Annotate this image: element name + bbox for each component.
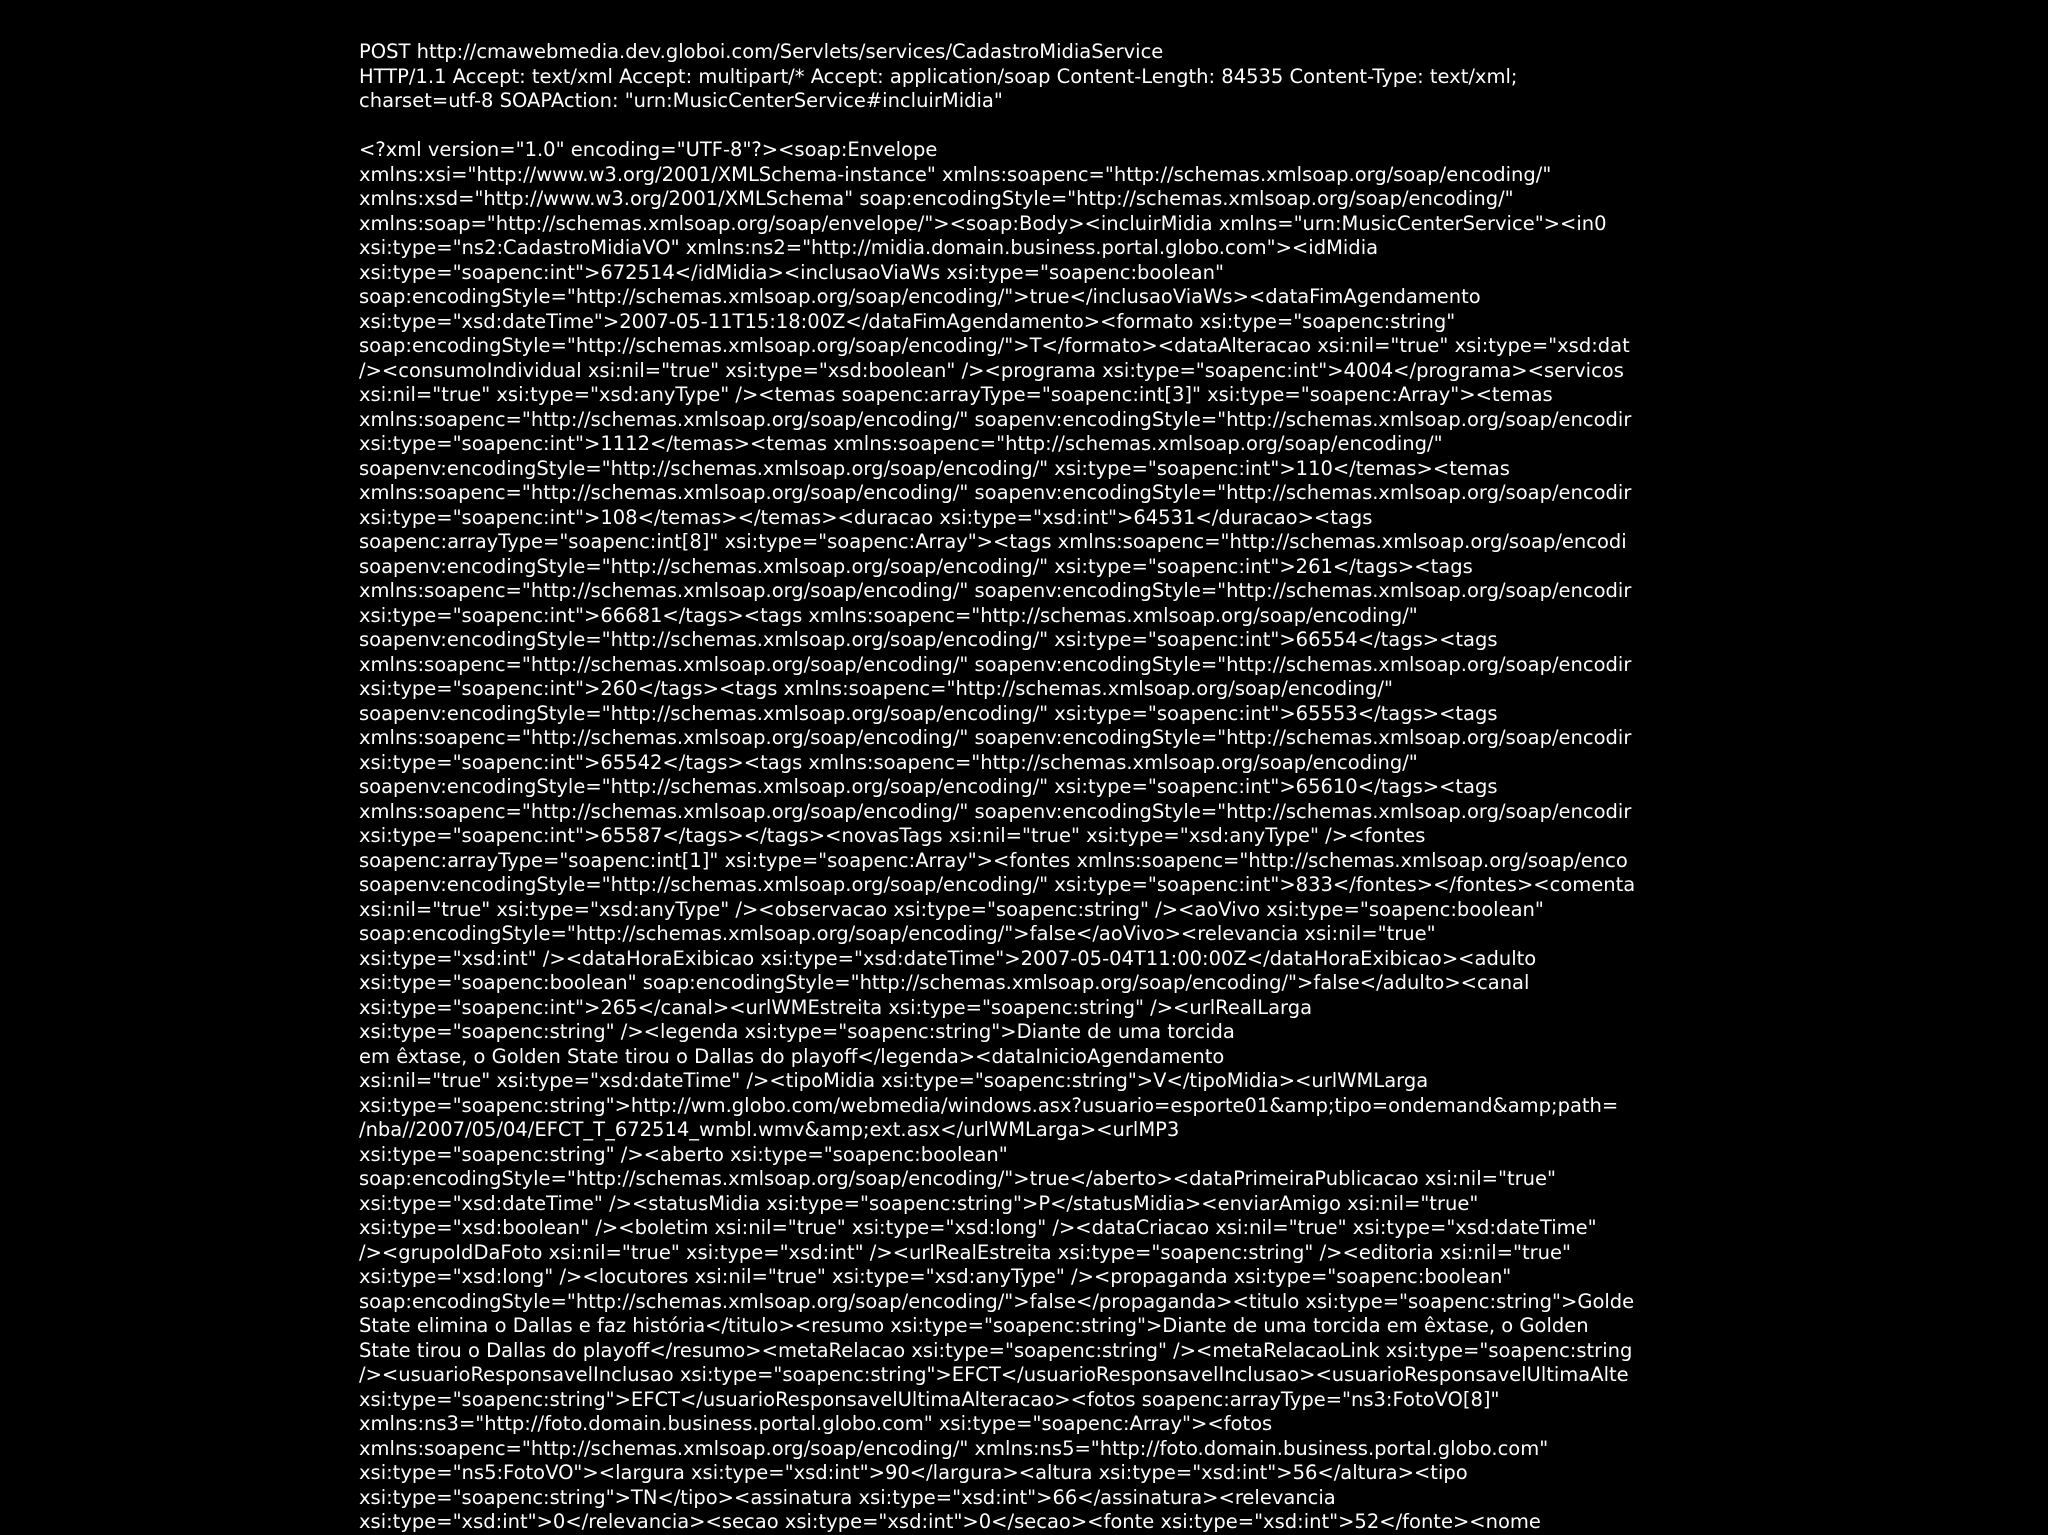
xml-line: xsi:type="soapenc:int">260</tags><tags xmlns:soapenc="http://schemas.xmlsoap.org/soap/encoding/" <box>359 677 1393 700</box>
soap-request-document <box>359 40 1639 1535</box>
xml-line: xmlns:soapenc="http://schemas.xmlsoap.org/soap/encoding/" xmlns:ns5="http://foto.domain.business.portal.globo.com" <box>359 1436 1549 1460</box>
xml-line: xsi:nil="true" xsi:type="xsd:anyType" /><temas soapenc:arrayType="soapenc:int[3]" xsi:type="soapenc:Array"><temas <box>359 383 1553 406</box>
xml-line: xsi:type="soapenc:int">672514</idMidia><inclusaoViaWs xsi:type="soapenc:boolean" <box>359 260 1224 284</box>
xml-line: soapenv:encodingStyle="http://schemas.xmlsoap.org/soap/encoding/" xsi:type="soapenc:int">261</tags><tags <box>359 554 1473 578</box>
xml-line: xmlns:xsd="http://www.w3.org/2001/XMLSchema" soap:encodingStyle="http://schemas.xmlsoap.org/soap/encoding/" <box>359 187 1514 210</box>
xml-line: soapenv:encodingStyle="http://schemas.xmlsoap.org/soap/encoding/" xsi:type="soapenc:int">833</fontes></fontes><comenta <box>359 873 1636 896</box>
xml-line: soapenv:encodingStyle="http://schemas.xmlsoap.org/soap/encoding/" xsi:type="soapenc:int">65553</tags><tags <box>359 701 1498 725</box>
xml-line: xsi:type="xsd:int" /><dataHoraExibicao xsi:type="xsd:dateTime">2007-05-04T11:00:00Z</dataHoraExibicao><adulto <box>359 946 1537 970</box>
xml-line: xmlns:ns3="http://foto.domain.business.portal.globo.com" xsi:type="soapenc:Array"><fotos <box>359 1412 1273 1435</box>
xml-line: xsi:type="soapenc:string">TN</tipo><assinatura xsi:type="xsd:int">66</assinatura><relevancia <box>359 1485 1336 1509</box>
xml-line: soap:encodingStyle="http://schemas.xmlsoap.org/soap/encoding/">true</aberto><dataPrimeiraPublicacao xsi:nil="true" <box>359 1167 1556 1190</box>
xml-line: xsi:nil="true" xsi:type="xsd:anyType" /><observacao xsi:type="soapenc:string" /><aoVivo xsi:type="soapenc:boolean" <box>359 897 1544 921</box>
xml-line: /><grupoIdDaFoto xsi:nil="true" xsi:type="xsd:int" /><urlRealEstreita xsi:type="soapenc:string" /><editoria xsi:nil="true" <box>359 1240 1571 1264</box>
xml-line: xsi:type="soapenc:int">65542</tags><tags xmlns:soapenc="http://schemas.xmlsoap.org/soap/encoding/" <box>359 750 1418 774</box>
xml-line: soapenc:arrayType="soapenc:int[1]" xsi:type="soapenc:Array"><fontes xmlns:soapenc="http://schemas.xmlsoap.org/soap/enco <box>359 848 1628 872</box>
xml-line: xsi:type="soapenc:string">http://wm.globo.com/webmedia/windows.asx?usuario=esporte01&amp;tipo=ondemand&amp;path= <box>359 1093 1619 1117</box>
http-request-header <box>359 40 1639 114</box>
xml-line: xsi:type="xsd:dateTime">2007-05-11T15:18:00Z</dataFimAgendamento><formato xsi:type="soapenc:string" <box>359 309 1456 333</box>
xml-line: em êxtase, o Golden State tirou o Dallas do playoff</legenda><dataInicioAgendamento <box>359 1044 1225 1068</box>
xml-line: xsi:type="soapenc:string" /><legenda xsi:type="soapenc:string">Diante de uma torcida <box>359 1020 1235 1043</box>
xml-line: xsi:type="soapenc:string">EFCT</usuarioResponsavelUltimaAlteracao><fotos soapenc:arrayType="ns3:FotoVO[8]" <box>359 1387 1500 1411</box>
header-line: charset=utf-8 SOAPAction: "urn:MusicCenterService#incluirMidia" <box>359 89 1003 112</box>
xml-line: /><usuarioResponsavelInclusao xsi:type="soapenc:string">EFCT</usuarioResponsavelInclusao><usuarioResponsavelUltimaAlte <box>359 1363 1629 1386</box>
xml-line: xsi:type="xsd:boolean" /><boletim xsi:nil="true" xsi:type="xsd:long" /><dataCriacao xsi:nil="true" xsi:type="xsd:dateTime" <box>359 1216 1597 1239</box>
xml-line: xmlns:soapenc="http://schemas.xmlsoap.org/soap/encoding/" soapenv:encodingStyle="http://schemas.xmlsoap.org/soap/encodir <box>359 652 1632 676</box>
xml-line: <?xml version="1.0" encoding="UTF-8"?><soap:Envelope <box>359 138 938 161</box>
xml-line: /nba//2007/05/04/EFCT_T_672514_wmbl.wmv&amp;ext.asx</urlWMLarga><urlMP3 <box>359 1118 1180 1141</box>
xml-line: xsi:type="soapenc:int">265</canal><urlWMEstreita xsi:type="soapenc:string" /><urlRealLarga <box>359 995 1313 1019</box>
xml-line: xmlns:soapenc="http://schemas.xmlsoap.org/soap/encoding/" soapenv:encodingStyle="http://schemas.xmlsoap.org/soap/encodir <box>359 579 1632 602</box>
xml-line: xsi:type="xsd:long" /><locutores xsi:nil="true" xsi:type="xsd:anyType" /><propaganda xsi:type="soapenc:boolean" <box>359 1265 1512 1288</box>
header-line: POST http://cmawebmedia.dev.globoi.com/Servlets/services/CadastroMidiaService <box>359 40 1164 63</box>
header-line: HTTP/1.1 Accept: text/xml Accept: multipart/* Accept: application/soap Content-Length: 84535 Content-Type: text/xml; <box>359 64 1518 88</box>
xml-line: State elimina o Dallas e faz história</titulo><resumo xsi:type="soapenc:string">Diante de uma torcida em êxtase, o Golden <box>359 1314 1589 1337</box>
xml-line: soap:encodingStyle="http://schemas.xmlsoap.org/soap/encoding/">false</aoVivo><relevancia xsi:nil="true" <box>359 922 1436 945</box>
xml-line: xsi:type="soapenc:int">108</temas></temas><duracao xsi:type="xsd:int">64531</duracao><tags <box>359 505 1373 529</box>
xml-line: xmlns:xsi="http://www.w3.org/2001/XMLSchema-instance" xmlns:soapenc="http://schemas.xmlsoap.org/soap/encoding/" <box>359 162 1552 186</box>
xml-line: soap:encodingStyle="http://schemas.xmlsoap.org/soap/encoding/">false</propaganda><titulo xsi:type="soapenc:string">Golde <box>359 1289 1635 1313</box>
xml-line: xmlns:soapenc="http://schemas.xmlsoap.org/soap/encoding/" soapenv:encodingStyle="http://schemas.xmlsoap.org/soap/encodir <box>359 481 1632 504</box>
xml-line: xsi:type="ns5:FotoVO"><largura xsi:type="xsd:int">90</largura><altura xsi:type="xsd:int">56</altura><tipo <box>359 1461 1468 1484</box>
xml-line: soapenv:encodingStyle="http://schemas.xmlsoap.org/soap/encoding/" xsi:type="soapenc:int">110</temas><temas <box>359 456 1510 480</box>
xml-line: xsi:type="soapenc:string" /><aberto xsi:type="soapenc:boolean" <box>359 1142 1008 1166</box>
xml-line: xsi:type="xsd:dateTime" /><statusMidia xsi:type="soapenc:string">P</statusMidia><enviarAmigo xsi:nil="true" <box>359 1191 1479 1215</box>
xml-line: soapenv:encodingStyle="http://schemas.xmlsoap.org/soap/encoding/" xsi:type="soapenc:int">66554</tags><tags <box>359 628 1498 651</box>
xml-line: xsi:type="ns2:CadastroMidiaVO" xmlns:ns2="http://midia.domain.business.portal.globo.com"><idMidia <box>359 236 1379 259</box>
xml-line: xsi:nil="true" xsi:type="xsd:dateTime" /><tipoMidia xsi:type="soapenc:string">V</tipoMidia><urlWMLarga <box>359 1069 1429 1092</box>
xml-line: soapenc:arrayType="soapenc:int[8]" xsi:type="soapenc:Array"><tags xmlns:soapenc="http://schemas.xmlsoap.org/soap/encodi <box>359 530 1627 553</box>
soap-xml-body <box>359 138 1639 1535</box>
xml-line: xsi:type="soapenc:int">65587</tags></tags><novasTags xsi:nil="true" xsi:type="xsd:anyType" /><fontes <box>359 824 1426 847</box>
xml-line: xmlns:soap="http://schemas.xmlsoap.org/soap/envelope/"><soap:Body><incluirMidia xmlns="urn:MusicCenterService"><in0 <box>359 211 1607 235</box>
xml-line: xsi:type="xsd:int">0</relevancia><secao xsi:type="xsd:int">0</secao><fonte xsi:type="xsd:int">52</fonte><nome <box>359 1510 1541 1533</box>
xml-line: xsi:type="soapenc:int">66681</tags><tags xmlns:soapenc="http://schemas.xmlsoap.org/soap/encoding/" <box>359 603 1418 627</box>
xml-line: soap:encodingStyle="http://schemas.xmlsoap.org/soap/encoding/">T</formato><dataAlteracao xsi:nil="true" xsi:type="xsd:dat <box>359 334 1630 357</box>
xml-line: soap:encodingStyle="http://schemas.xmlsoap.org/soap/encoding/">true</inclusaoViaWs><dataFimAgendamento <box>359 285 1481 308</box>
xml-line: /><consumoIndividual xsi:nil="true" xsi:type="xsd:boolean" /><programa xsi:type="soapenc:int">4004</programa><servicos <box>359 358 1624 382</box>
xml-line: State tirou o Dallas do playoff</resumo><metaRelacao xsi:type="soapenc:string" /><metaRelacaoLink xsi:type="soapenc:string <box>359 1338 1633 1362</box>
xml-line: xsi:type="soapenc:boolean" soap:encodingStyle="http://schemas.xmlsoap.org/soap/encoding/">false</adulto><canal <box>359 971 1530 994</box>
blank-separator <box>359 114 1639 139</box>
xml-line: xmlns:soapenc="http://schemas.xmlsoap.org/soap/encoding/" soapenv:encodingStyle="http://schemas.xmlsoap.org/soap/encodir <box>359 726 1632 749</box>
xml-line: xmlns:soapenc="http://schemas.xmlsoap.org/soap/encoding/" soapenv:encodingStyle="http://schemas.xmlsoap.org/soap/encodir <box>359 799 1632 823</box>
xml-line: xmlns:soapenc="http://schemas.xmlsoap.org/soap/encoding/" soapenv:encodingStyle="http://schemas.xmlsoap.org/soap/encodir <box>359 407 1632 431</box>
xml-line: xsi:type="soapenc:int">1112</temas><temas xmlns:soapenc="http://schemas.xmlsoap.org/soap/encoding/" <box>359 432 1443 455</box>
xml-line: soapenv:encodingStyle="http://schemas.xmlsoap.org/soap/encoding/" xsi:type="soapenc:int">65610</tags><tags <box>359 775 1498 798</box>
